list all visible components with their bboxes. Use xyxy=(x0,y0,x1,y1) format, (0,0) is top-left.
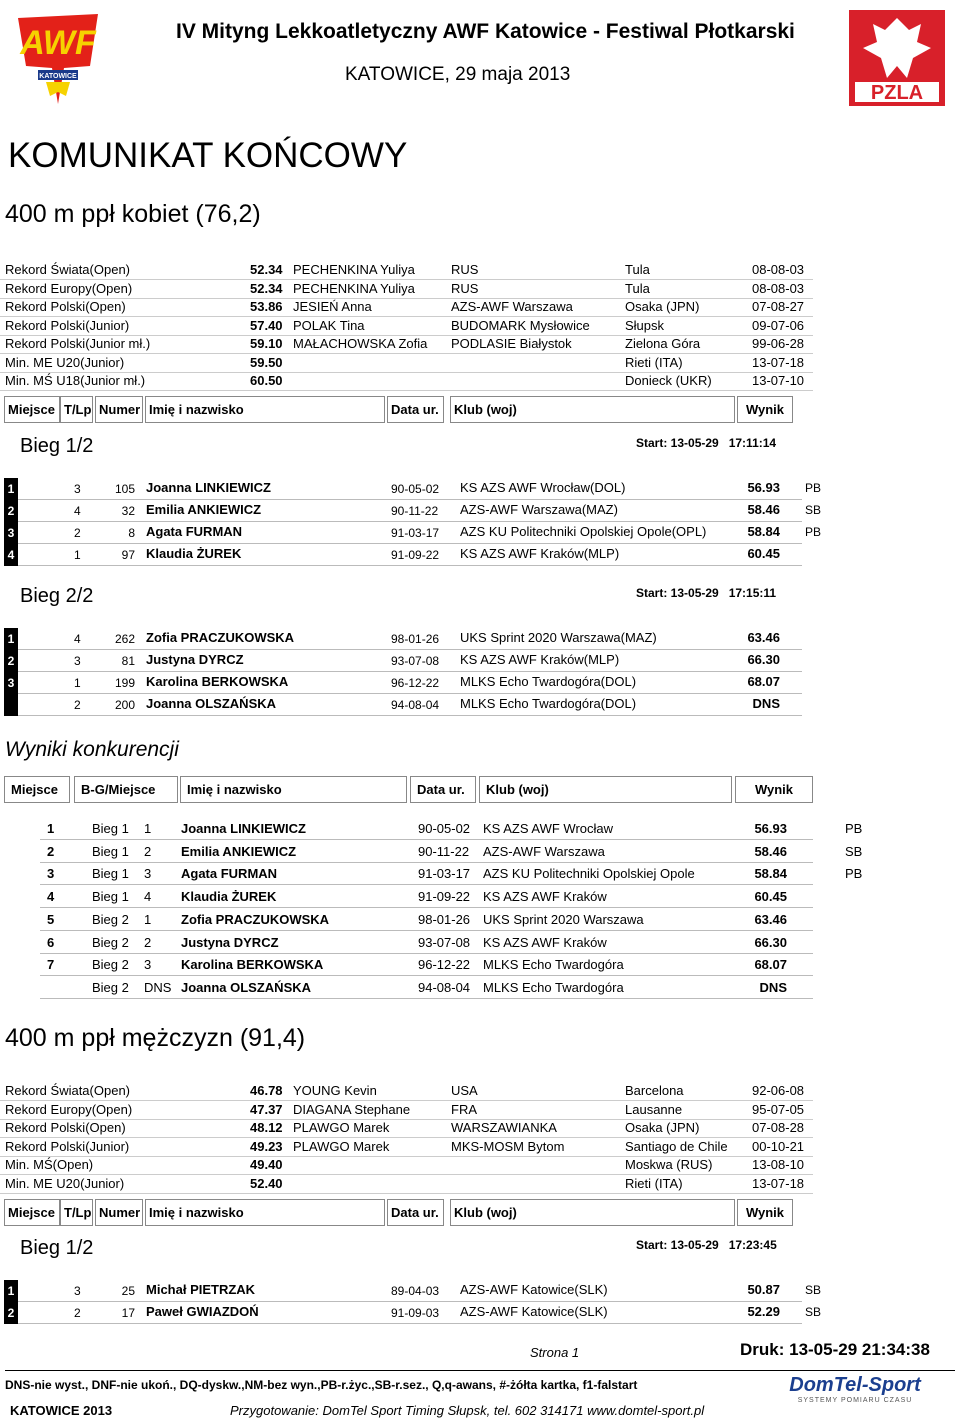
summary-result: 58.84 xyxy=(754,866,787,882)
summary-club: KS AZS AWF Wrocław xyxy=(483,821,614,836)
summary-dob: 91-09-22 xyxy=(418,889,471,905)
record-place: Tula xyxy=(625,262,650,277)
summary-row xyxy=(0,954,860,976)
record-label: Min. MŚ(Open) xyxy=(5,1157,94,1172)
heat-header-women xyxy=(0,396,960,424)
record-row xyxy=(0,1102,815,1120)
record-result: 57.40 xyxy=(250,317,283,333)
record-holder: DIAGANA Stephane xyxy=(293,1101,411,1117)
row-rule xyxy=(18,715,802,716)
dob-cell: 91-09-22 xyxy=(391,548,440,562)
record-place: Rieti (ITA) xyxy=(625,1175,683,1191)
heat-title: Bieg 1/2 xyxy=(20,1237,94,1259)
heat-row xyxy=(0,694,830,716)
header-lane: T/Lp xyxy=(60,1199,93,1226)
summary-heat: Bieg 2 xyxy=(92,957,129,973)
heat-row xyxy=(0,650,830,672)
record-result: 52.34 xyxy=(250,262,283,277)
header-lane: T/Lp xyxy=(60,396,93,423)
place-cell: 1 xyxy=(4,1280,18,1302)
record-date: 95-07-05 xyxy=(752,1101,805,1117)
header-result: Wynik xyxy=(737,396,793,423)
summary-dob: 91-03-17 xyxy=(418,866,471,882)
summary-heat-place: 4 xyxy=(144,889,152,905)
domtel-sub: SYSTEMY POMIARU CZASU xyxy=(797,1397,913,1404)
summary-name: Justyna DYRCZ xyxy=(181,934,279,950)
club-cell: AZS-AWF Katowice(SLK) xyxy=(460,1282,608,1297)
summary-heat-place: 3 xyxy=(144,957,152,973)
summary-heat: Bieg 1 xyxy=(92,866,129,882)
bib-cell: 17 xyxy=(121,1306,135,1320)
record-place: Osaka (JPN) xyxy=(625,1120,700,1135)
record-date: 08-08-03 xyxy=(752,280,805,296)
record-row xyxy=(0,355,815,373)
header-dob: Data ur. xyxy=(387,396,444,423)
record-date: 09-07-06 xyxy=(752,317,805,333)
records-table-women xyxy=(0,262,960,392)
record-row xyxy=(0,1083,815,1101)
lane-cell: 2 xyxy=(74,526,81,540)
lane-cell: 2 xyxy=(74,1306,81,1320)
record-label: Rekord Świata(Open) xyxy=(5,1083,130,1098)
awf-logo xyxy=(8,8,108,106)
athlete-name: Klaudia ŻUREK xyxy=(146,546,242,561)
heat-start: Start: 13-05-29 17:11:14 xyxy=(636,436,777,450)
record-holder: PLAWGO Marek xyxy=(293,1120,390,1135)
bib-cell: 199 xyxy=(114,676,135,690)
record-club: BUDOMARK Mysłowice xyxy=(451,317,590,333)
record-club: PODLASIE Białystok xyxy=(451,336,572,351)
bib-cell: 81 xyxy=(121,654,135,668)
summary-place: 7 xyxy=(47,957,55,973)
event-title-women: 400 m ppł kobiet (76,2) xyxy=(5,200,261,228)
svg-text:PZLA: PZLA xyxy=(870,82,924,104)
summary-result: 60.45 xyxy=(754,889,787,905)
svg-text:AWF: AWF xyxy=(20,24,96,62)
heat-header-men xyxy=(0,1199,960,1227)
record-place: Rieti (ITA) xyxy=(625,354,683,370)
summary-club: UKS Sprint 2020 Warszawa xyxy=(483,911,644,927)
summary-dob: 94-08-04 xyxy=(418,979,471,995)
bib-cell: 32 xyxy=(121,504,135,518)
record-label: Rekord Polski(Open) xyxy=(5,1120,126,1135)
record-label: Rekord Polski(Open) xyxy=(5,299,126,314)
summary-club: AZS KU Politechniki Opolskiej Opole xyxy=(483,866,695,882)
heat-1-men xyxy=(0,1232,960,1332)
note-cell: SB xyxy=(805,1305,822,1319)
record-result: 60.50 xyxy=(250,373,283,388)
summary-row xyxy=(0,977,860,999)
summary-name: Joanna LINKIEWICZ xyxy=(181,821,306,836)
record-club: RUS xyxy=(451,280,479,296)
athlete-name: Karolina BERKOWSKA xyxy=(146,674,289,689)
record-label: Min. MŚ U18(Junior mł.) xyxy=(5,373,146,388)
summary-heat: Bieg 1 xyxy=(92,821,129,836)
summary-row xyxy=(0,886,860,908)
footer-prepared: Przygotowanie: DomTel Sport Timing Słupsk, tel. 602 314171 www.domtel-sport.pl xyxy=(230,1403,705,1418)
record-holder: PLAWGO Marek xyxy=(293,1138,390,1154)
record-date: 13-07-10 xyxy=(752,373,805,388)
record-place: Zielona Góra xyxy=(625,336,701,351)
summary-name: Joanna OLSZAŃSKA xyxy=(181,979,312,995)
record-result: 52.34 xyxy=(250,280,283,296)
athlete-name: Paweł GWIAZDOŃ xyxy=(146,1304,259,1319)
record-holder: JESIEŃ Anna xyxy=(293,299,372,314)
summary-table xyxy=(0,818,960,1008)
summary-heat-place: 1 xyxy=(144,911,152,927)
record-row xyxy=(0,299,815,317)
heat-2-women xyxy=(0,580,960,720)
summary-result: DNS xyxy=(759,979,787,995)
header-place: Miejsce xyxy=(4,396,60,423)
athlete-name: Michał PIETRZAK xyxy=(146,1282,256,1297)
legend: DNS-nie wyst., DNF-nie ukoń., DQ-dyskw.,NM-bez wyn.,PB-r.życ.,SB-r.sez., Q,q-awans, #-żółta kartka, f1-falstart xyxy=(5,1378,638,1392)
summary-place: 2 xyxy=(47,843,55,859)
summary-place: 6 xyxy=(47,934,55,950)
record-date: 08-08-03 xyxy=(752,262,805,277)
lane-cell: 3 xyxy=(74,482,81,496)
record-row xyxy=(0,1157,815,1175)
bib-cell: 105 xyxy=(114,482,135,496)
record-label: Rekord Europy(Open) xyxy=(5,280,133,296)
heat-row xyxy=(0,672,830,694)
record-holder: MAŁACHOWSKA Zofia xyxy=(293,336,428,351)
place-cell: 4 xyxy=(4,544,18,566)
lane-cell: 3 xyxy=(74,1284,81,1298)
result-cell: 63.46 xyxy=(747,630,780,645)
place-cell: 2 xyxy=(4,1302,18,1324)
club-cell: UKS Sprint 2020 Warszawa(MAZ) xyxy=(460,630,657,645)
place-cell: 1 xyxy=(4,478,18,500)
summary-club: KS AZS AWF Kraków xyxy=(483,934,607,950)
record-result: 47.37 xyxy=(250,1101,283,1117)
athlete-name: Justyna DYRCZ xyxy=(146,652,244,667)
club-cell: MLKS Echo Twardogóra(DOL) xyxy=(460,696,637,711)
summary-header-result: Wynik xyxy=(735,776,813,803)
record-date: 99-06-28 xyxy=(752,336,805,351)
heat-start: Start: 13-05-29 17:23:45 xyxy=(636,1238,777,1252)
summary-note: PB xyxy=(845,866,863,882)
record-date: 92-06-08 xyxy=(752,1083,805,1098)
bib-cell: 262 xyxy=(114,632,135,646)
record-row xyxy=(0,262,815,280)
summary-header-place: Miejsce xyxy=(4,776,70,803)
summary-header-dob: Data ur. xyxy=(410,776,476,803)
record-result: 52.40 xyxy=(250,1175,283,1191)
result-cell: 56.93 xyxy=(747,480,780,495)
club-cell: AZS-AWF Warszawa(MAZ) xyxy=(460,502,618,517)
summary-club: MLKS Echo Twardogóra xyxy=(483,979,624,995)
summary-place: 3 xyxy=(47,866,55,882)
place-cell: 3 xyxy=(4,522,18,544)
record-date: 07-08-27 xyxy=(752,299,805,314)
meeting-title: IV Mityng Lekkoatletyczny AWF Katowice - Festiwal Płotkarski xyxy=(176,20,795,43)
summary-heat: Bieg 1 xyxy=(92,843,129,859)
record-row xyxy=(0,281,815,299)
heat-row xyxy=(0,522,830,544)
place-cell: 3 xyxy=(4,672,18,694)
note-cell: PB xyxy=(805,481,822,495)
heat-1-women xyxy=(0,430,960,570)
footer-left: KATOWICE 2013 xyxy=(10,1403,113,1418)
summary-club: KS AZS AWF Kraków xyxy=(483,889,607,905)
summary-row xyxy=(0,909,860,931)
lane-cell: 4 xyxy=(74,632,81,646)
bib-cell: 97 xyxy=(121,548,135,562)
summary-heat-place: DNS xyxy=(144,979,172,995)
summary-heat-place: 2 xyxy=(144,934,152,950)
club-cell: AZS KU Politechniki Opolskiej Opole(OPL) xyxy=(460,524,707,539)
lane-cell: 3 xyxy=(74,654,81,668)
record-row xyxy=(0,1139,815,1157)
summary-dob: 93-07-08 xyxy=(418,934,471,950)
summary-name: Karolina BERKOWSKA xyxy=(181,957,324,973)
record-row xyxy=(0,336,815,354)
bib-cell: 8 xyxy=(128,526,135,540)
record-place: Lausanne xyxy=(625,1101,683,1117)
summary-heat: Bieg 2 xyxy=(92,911,129,927)
record-result: 49.23 xyxy=(250,1138,283,1154)
record-row xyxy=(0,318,815,336)
pzla-logo xyxy=(847,8,947,108)
record-place: Barcelona xyxy=(625,1083,684,1098)
place-cell xyxy=(4,694,18,716)
club-cell: MLKS Echo Twardogóra(DOL) xyxy=(460,674,637,689)
heat-row xyxy=(0,1302,830,1324)
row-rule xyxy=(18,565,802,566)
summary-heat: Bieg 2 xyxy=(92,979,129,995)
summary-place: 1 xyxy=(47,821,55,836)
row-rule xyxy=(0,1193,813,1194)
header-dob: Data ur. xyxy=(387,1199,444,1226)
result-cell: DNS xyxy=(752,696,780,711)
result-cell: 58.46 xyxy=(747,502,780,517)
note-cell: SB xyxy=(805,1283,822,1297)
record-label: Rekord Polski(Junior) xyxy=(5,317,130,333)
result-cell: 66.30 xyxy=(747,652,780,667)
place-cell: 2 xyxy=(4,650,18,672)
header-club: Klub (woj) xyxy=(450,1199,735,1226)
summary-note: PB xyxy=(845,821,863,836)
record-holder: POLAK Tina xyxy=(293,317,365,333)
row-rule xyxy=(40,998,813,999)
record-date: 13-07-18 xyxy=(752,1175,805,1191)
summary-row xyxy=(0,863,863,885)
summary-heat: Bieg 1 xyxy=(92,889,129,905)
athlete-name: Zofia PRACZUKOWSKA xyxy=(146,630,295,645)
record-row xyxy=(0,373,815,391)
record-label: Rekord Świata(Open) xyxy=(5,262,130,277)
header-result: Wynik xyxy=(737,1199,793,1226)
record-row xyxy=(0,1120,815,1138)
record-row xyxy=(0,1176,815,1194)
record-date: 13-08-10 xyxy=(752,1157,805,1172)
meeting-date: KATOWICE, 29 maja 2013 xyxy=(345,64,571,85)
record-result: 59.50 xyxy=(250,354,283,370)
record-result: 46.78 xyxy=(250,1083,283,1098)
dob-cell: 98-01-26 xyxy=(391,632,440,646)
dob-cell: 89-04-03 xyxy=(391,1284,440,1298)
row-rule xyxy=(0,390,813,391)
summary-club: MLKS Echo Twardogóra xyxy=(483,957,624,973)
record-club: MKS-MOSM Bytom xyxy=(451,1138,565,1154)
lane-cell: 1 xyxy=(74,548,81,562)
record-result: 59.10 xyxy=(250,336,283,351)
athlete-name: Agata FURMAN xyxy=(146,524,243,539)
record-club: FRA xyxy=(451,1101,477,1117)
summary-row xyxy=(0,818,863,840)
record-holder: PECHENKINA Yuliya xyxy=(293,280,415,296)
record-date: 07-08-28 xyxy=(752,1120,805,1135)
page-number: Strona 1 xyxy=(530,1345,580,1360)
summary-row xyxy=(0,932,860,954)
heat-title: Bieg 2/2 xyxy=(20,585,94,607)
print-time: Druk: 13-05-29 21:34:38 xyxy=(740,1340,930,1359)
result-cell: 60.45 xyxy=(747,546,780,561)
summary-row xyxy=(0,841,863,863)
summary-header-club: Klub (woj) xyxy=(479,776,732,803)
athlete-name: Joanna LINKIEWICZ xyxy=(146,480,271,495)
record-label: Rekord Europy(Open) xyxy=(5,1101,133,1117)
record-place: Donieck (UKR) xyxy=(625,373,712,388)
domtel-logo xyxy=(770,1374,940,1404)
summary-name: Klaudia ŻUREK xyxy=(181,889,277,905)
lane-cell: 2 xyxy=(74,698,81,712)
summary-result: 58.46 xyxy=(754,843,787,859)
svg-text:KATOWICE: KATOWICE xyxy=(39,73,77,80)
heat-start: Start: 13-05-29 17:15:11 xyxy=(636,586,777,600)
summary-note: SB xyxy=(845,843,863,859)
heat-row xyxy=(0,500,830,522)
bib-cell: 200 xyxy=(114,698,135,712)
doc-title: KOMUNIKAT KOŃCOWY xyxy=(8,136,408,175)
summary-name: Emilia ANKIEWICZ xyxy=(181,843,297,859)
dob-cell: 91-03-17 xyxy=(391,526,440,540)
dob-cell: 90-05-02 xyxy=(391,482,440,496)
record-date: 13-07-18 xyxy=(752,354,805,370)
result-cell: 52.29 xyxy=(747,1304,780,1319)
record-place: Osaka (JPN) xyxy=(625,299,700,314)
record-place: Słupsk xyxy=(625,317,665,333)
header-bib: Numer xyxy=(95,396,143,423)
dob-cell: 93-07-08 xyxy=(391,654,440,668)
summary-name: Agata FURMAN xyxy=(181,866,278,882)
records-table-men xyxy=(0,1083,960,1195)
record-holder: PECHENKINA Yuliya xyxy=(293,262,415,277)
summary-header-name: Imię i nazwisko xyxy=(180,776,407,803)
record-place: Tula xyxy=(625,280,650,296)
summary-name: Zofia PRACZUKOWSKA xyxy=(181,911,330,927)
header-bib: Numer xyxy=(95,1199,143,1226)
event-title-men: 400 m ppł mężczyzn (91,4) xyxy=(5,1024,306,1052)
summary-header xyxy=(0,776,960,804)
dob-cell: 91-09-03 xyxy=(391,1306,440,1320)
summary-club: AZS-AWF Warszawa xyxy=(483,843,605,859)
athlete-name: Joanna OLSZAŃSKA xyxy=(146,696,277,711)
heat-row xyxy=(0,544,830,566)
header-club: Klub (woj) xyxy=(450,396,735,423)
record-result: 49.40 xyxy=(250,1157,283,1172)
record-club: AZS-AWF Warszawa xyxy=(451,299,573,314)
record-place: Moskwa (RUS) xyxy=(625,1157,713,1172)
record-holder: YOUNG Kevin xyxy=(293,1083,377,1098)
note-cell: SB xyxy=(805,503,822,517)
heat-row xyxy=(0,1280,830,1302)
dob-cell: 96-12-22 xyxy=(391,676,440,690)
dob-cell: 90-11-22 xyxy=(391,504,439,518)
record-label: Rekord Polski(Junior) xyxy=(5,1138,130,1154)
footer-divider xyxy=(5,1370,955,1371)
note-cell: PB xyxy=(805,525,822,539)
place-cell: 2 xyxy=(4,500,18,522)
summary-dob: 90-05-02 xyxy=(418,821,471,836)
dob-cell: 94-08-04 xyxy=(391,698,440,712)
record-label: Min. ME U20(Junior) xyxy=(5,1175,125,1191)
club-cell: KS AZS AWF Wrocław(DOL) xyxy=(460,480,626,495)
summary-header-heat: B-G/Miejsce xyxy=(74,776,178,803)
summary-result: 63.46 xyxy=(754,911,787,927)
header-place: Miejsce xyxy=(4,1199,60,1226)
record-label: Rekord Polski(Junior mł.) xyxy=(5,336,151,351)
athlete-name: Emilia ANKIEWICZ xyxy=(146,502,262,517)
summary-heat-place: 1 xyxy=(144,821,152,836)
row-rule xyxy=(18,1323,802,1324)
summary-result: 66.30 xyxy=(754,934,787,950)
lane-cell: 4 xyxy=(74,504,81,518)
summary-heat: Bieg 2 xyxy=(92,934,129,950)
summary-heat-place: 2 xyxy=(144,843,152,859)
record-result: 53.86 xyxy=(250,299,283,314)
summary-result: 68.07 xyxy=(754,957,787,973)
summary-heat-place: 3 xyxy=(144,866,152,882)
summary-result: 56.93 xyxy=(754,821,787,836)
bib-cell: 25 xyxy=(121,1284,135,1298)
summary-dob: 98-01-26 xyxy=(418,911,471,927)
club-cell: KS AZS AWF Kraków(MLP) xyxy=(460,652,620,667)
result-cell: 68.07 xyxy=(747,674,780,689)
record-place: Santiago de Chile xyxy=(625,1138,728,1154)
summary-title: Wyniki konkurencji xyxy=(5,738,179,761)
record-club: RUS xyxy=(451,262,479,277)
club-cell: AZS-AWF Katowice(SLK) xyxy=(460,1304,608,1319)
record-result: 48.12 xyxy=(250,1120,283,1135)
summary-place: 5 xyxy=(47,911,55,927)
header-name: Imię i nazwisko xyxy=(145,1199,385,1226)
lane-cell: 1 xyxy=(74,676,81,690)
heat-row xyxy=(0,628,830,650)
result-cell: 50.87 xyxy=(747,1282,780,1297)
summary-dob: 96-12-22 xyxy=(418,957,471,973)
club-cell: KS AZS AWF Kraków(MLP) xyxy=(460,546,620,561)
record-club: USA xyxy=(451,1083,478,1098)
result-cell: 58.84 xyxy=(747,524,780,539)
heat-row xyxy=(0,478,830,500)
header-name: Imię i nazwisko xyxy=(145,396,385,423)
record-date: 00-10-21 xyxy=(752,1138,805,1154)
place-cell: 1 xyxy=(4,628,18,650)
summary-dob: 90-11-22 xyxy=(418,843,470,859)
heat-title: Bieg 1/2 xyxy=(20,435,94,457)
summary-place: 4 xyxy=(47,889,55,905)
record-label: Min. ME U20(Junior) xyxy=(5,354,125,370)
domtel-brand: DomTel-Sport xyxy=(789,1374,921,1396)
record-club: WARSZAWIANKA xyxy=(451,1120,557,1135)
